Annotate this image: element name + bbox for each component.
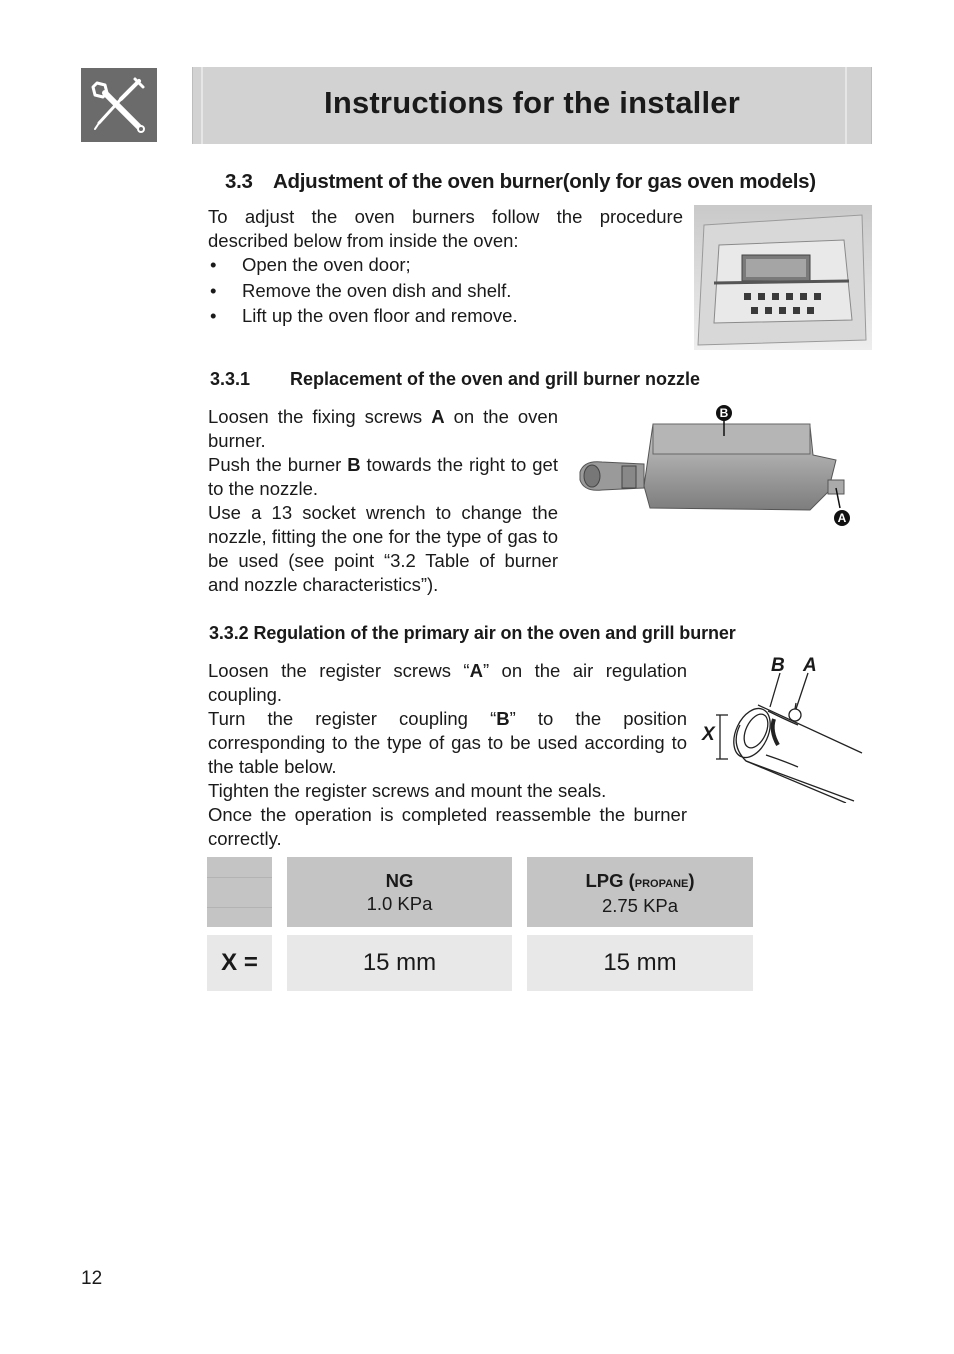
paragraph: Loosen the register screws “A” on the air regulation coupling. (208, 660, 687, 705)
intro-text: To adjust the oven burners follow the procedure described below from inside the oven: (208, 206, 683, 251)
section-3-3-2-body (208, 659, 687, 851)
table-value-lpg: 15 mm (527, 935, 753, 991)
gas-pressure: 1.0 KPa (366, 893, 433, 914)
section-number: 3.3 (225, 170, 253, 193)
table-value-ng: 15 mm (287, 935, 512, 991)
gas-type: LPG (propane) (585, 870, 695, 891)
paragraph: Push the burner B towards the right to get to the nozzle. (208, 454, 558, 499)
section-3-3-heading (225, 170, 816, 194)
table-row-label: X = (207, 935, 272, 991)
gas-type: NG (385, 870, 414, 891)
header-bar (192, 67, 872, 144)
marker-a: A (469, 660, 483, 681)
section-3-3-1-heading (210, 369, 700, 390)
air-coupling-figure (700, 655, 865, 803)
list-item: • Remove the oven dish and shelf. (208, 279, 678, 305)
section-number: 3.3.2 (209, 623, 249, 643)
section-3-3-intro (208, 205, 683, 253)
list-item: • Lift up the oven floor and remove. (208, 304, 678, 330)
paragraph: Turn the register coupling “B” to the position corresponding to the type of gas to be used according to the table below. (208, 708, 687, 777)
label-b: B (716, 405, 732, 421)
table-header-ng (287, 857, 512, 927)
section-title: Replacement of the oven and grill burner nozzle (290, 369, 701, 389)
label-x: X (702, 724, 715, 745)
section-title: Regulation of the primary air on the oven and grill burner (253, 623, 736, 643)
paragraph: Tighten the register screws and mount the seals. (208, 780, 607, 801)
tools-icon (87, 73, 151, 137)
label-b: B (771, 655, 785, 676)
page-number: 12 (81, 1268, 103, 1289)
label-a: A (803, 655, 817, 676)
table-header-lpg (527, 857, 753, 927)
table-corner-cell (207, 857, 272, 927)
paragraph: Use a 13 socket wrench to change the nozzle, fitting the one for the type of gas to be used (see point “3.2 Table of burner and nozzle characteristics”). (208, 502, 558, 595)
section-3-3-1-body (208, 405, 558, 597)
marker-b: B (347, 454, 361, 475)
marker-a: A (431, 406, 445, 427)
section-title: Adjustment of the oven burner(only for gas oven models) (273, 170, 816, 193)
tools-icon-box (81, 68, 157, 142)
paragraph: Loosen the fixing screws A on the oven burner. (208, 406, 558, 451)
label-a: A (834, 510, 850, 526)
list-item: • Open the oven door; (208, 253, 678, 279)
burner-figure (578, 400, 853, 530)
gas-pressure: 2.75 KPa (601, 895, 679, 916)
oven-interior-photo (694, 205, 872, 350)
section-3-3-2-heading (209, 623, 736, 644)
marker-b: B (496, 708, 510, 729)
paragraph: Once the operation is completed reassemble the burner correctly. (208, 804, 687, 849)
page-title: Instructions for the installer (324, 85, 740, 120)
section-number: 3.3.1 (210, 369, 251, 389)
procedure-list (208, 253, 678, 330)
